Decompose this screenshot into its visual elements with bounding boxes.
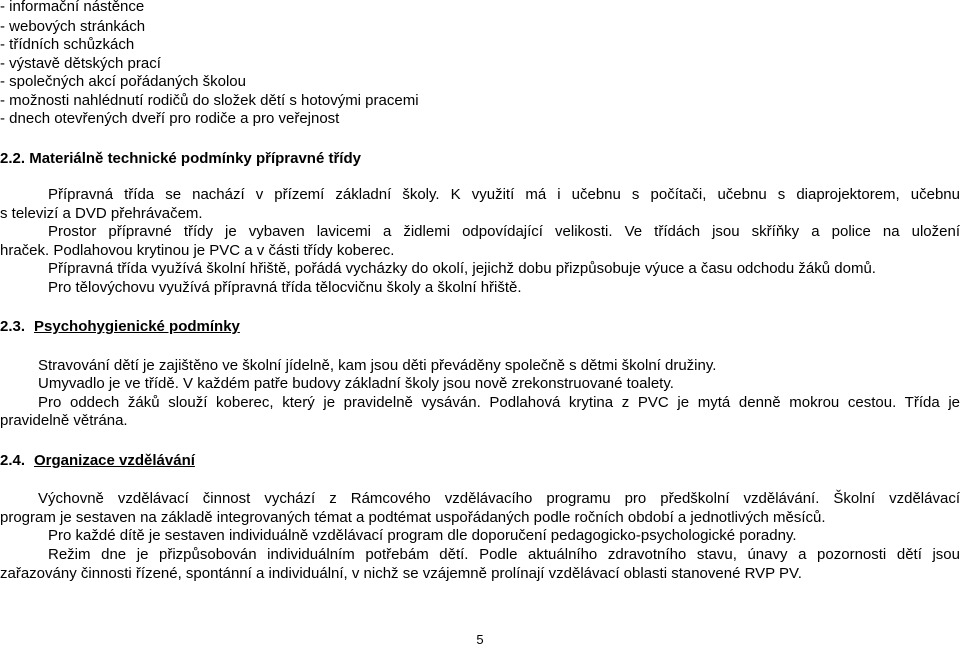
section-number: 2.2.: [0, 150, 26, 167]
section-title: Psychohygienické podmínky: [34, 318, 240, 335]
paragraph-line: Prostor přípravné třídy je vybaven lavicemi a židlemi odpovídající velikosti. Ve třídách jsou skříňky a police na uložení: [48, 223, 960, 240]
section-title: Organizace vzdělávání: [34, 452, 195, 469]
paragraph-line: Umyvadlo je ve třídě. V každém patře budovy základní školy jsou nově zrekonstruované toalety.: [38, 375, 674, 392]
section-heading-2-2: [0, 150, 361, 168]
bullet-item: - informační nástěnce: [0, 0, 145, 15]
paragraph-line: Pro tělovýchovu využívá přípravná třída tělocvičnu školy a školní hřiště.: [48, 279, 522, 296]
paragraph-line: Přípravná třída se nachází v přízemí základní školy. K využití má i učebnu s počítači, učebnu s diaprojektorem, učebnu: [48, 186, 960, 203]
paragraph-line: Přípravná třída využívá školní hřiště, pořádá vycházky do okolí, jejichž dobu přizpůsobuje výuce a času odchodu žáků domů.: [48, 260, 876, 277]
paragraph-line: Pro oddech žáků slouží koberec, který je pravidelně vysáván. Podlahová krytina z PVC je mytá denně mokrou cestou. Třída je: [38, 394, 960, 411]
paragraph-line: Pro každé dítě je sestaven individuálně vzdělávací program dle doporučení pedagogicko-psychologické poradny.: [48, 527, 797, 544]
paragraph-line: program je sestaven na základě integrovaných témat a podtémat uspořádaných podle ročních období a jednotlivých měsíců.: [0, 509, 826, 526]
bullet-item: - společných akcí pořádaných školou: [0, 73, 246, 90]
paragraph-line: s televizí a DVD přehrávačem.: [0, 205, 203, 222]
section-number: 2.4.: [0, 452, 26, 469]
paragraph-line: Stravování dětí je zajištěno ve školní jídelně, kam jsou děti převáděny společně s dětmi školní družiny.: [38, 357, 717, 374]
section-heading-2-4: [0, 452, 195, 470]
section-title: Materiálně technické podmínky přípravné třídy: [29, 150, 361, 167]
paragraph-line: Režim dne je přizpůsobován individuálním potřebám dětí. Podle aktuálního zdravotního stavu, únavy a pozornosti dětí jsou: [48, 546, 960, 563]
page-number: 5: [476, 632, 484, 647]
paragraph-line: zařazovány činnosti řízené, spontánní a individuální, v nichž se vzájemně prolínají vzdělávací oblasti stanovené RVP PV.: [0, 565, 802, 582]
bullet-item: - dnech otevřených dveří pro rodiče a pro veřejnost: [0, 110, 340, 127]
bullet-item: - webových stránkách: [0, 18, 146, 35]
section-number: 2.3.: [0, 318, 26, 335]
section-heading-2-3: [0, 318, 240, 336]
bullet-item: - možnosti nahlédnutí rodičů do složek dětí s hotovými pracemi: [0, 92, 419, 109]
bullet-item: - třídních schůzkách: [0, 36, 135, 53]
bullet-item: - výstavě dětských prací: [0, 55, 161, 72]
paragraph-line: hraček. Podlahovou krytinou je PVC a v části třídy koberec.: [0, 242, 395, 259]
paragraph-line: pravidelně větrána.: [0, 412, 128, 429]
paragraph-line: Výchovně vzdělávací činnost vychází z Rámcového vzdělávacího programu pro předškolní vzdělávání. Školní vzdělávací: [38, 490, 960, 507]
